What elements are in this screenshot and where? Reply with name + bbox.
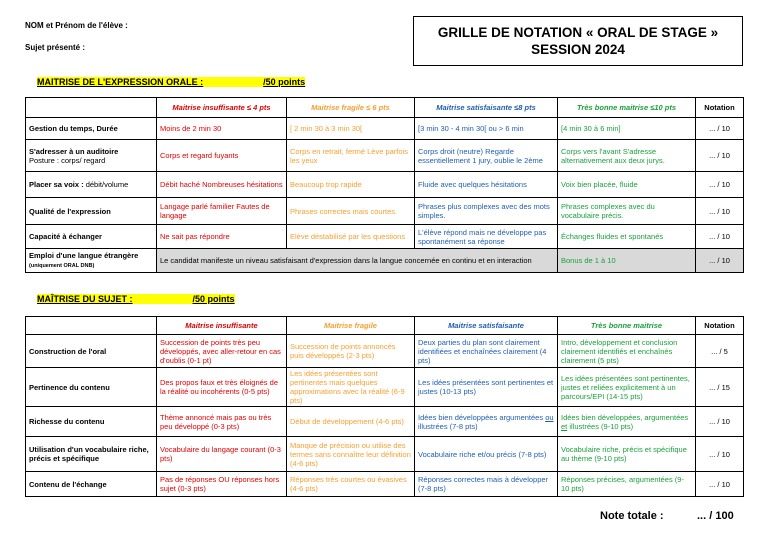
criterion-label: S'adresser à un auditoire [29,146,119,156]
table-row [26,198,744,225]
oral-expression-table [25,97,744,273]
grade-field[interactable]: ... / 10 [696,407,744,437]
table-row [26,472,744,497]
grid-title: GRILLE DE NOTATION « ORAL DE STAGE » [437,25,719,40]
section-subject-points: /50 points [192,294,235,304]
header-insufficient: Maitrise insuffisante ≤ 4 pts [157,98,287,118]
level-fragile: Manque de précision ou utilise des termes sans connaître leur définition (4-6 pts) [287,437,415,472]
level-fragile: Succession de points annoncés puis développés (2-3 pts) [287,335,415,368]
criterion: Contenu de l'échange [26,472,157,497]
level-insufficient: Langage parlé familier Fautes de langage [157,198,287,225]
criterion-sub: Posture : corps/ regard [29,155,106,165]
level-fragile: Beaucoup trop rapide [287,172,415,198]
grade-field[interactable]: ... / 10 [696,437,744,472]
table-row [26,335,744,368]
level-fragile: Réponses très courtes ou évasives (4-6 pts) [287,472,415,497]
criterion [26,140,157,172]
grade-field[interactable]: ... / 10 [696,118,744,140]
level-very-good-part: illustrées (9-10 pts) [569,421,634,431]
bonus-text: Bonus de 1 à 10 [558,249,696,273]
table-row [26,172,744,198]
level-very-good [558,407,696,437]
criterion: Pertinence du contenu [26,368,157,407]
level-insufficient: Débit haché Nombreuses hésitations [157,172,287,198]
criterion: Qualité de l'expression [26,198,157,225]
header-grade: Notation [696,98,744,118]
header-very-good: Très bonne maitrise [558,317,696,335]
level-fragile: Début de développement (4-6 pts) [287,407,415,437]
grade-field[interactable]: ... / 15 [696,368,744,407]
table-row [26,368,744,407]
level-very-good-part: Idées bien développées, argumentées [561,412,689,422]
level-fragile: [ 2 min 30 à 3 min 30[ [287,118,415,140]
level-insufficient: Pas de réponses OU réponses hors sujet (0-3 pts) [157,472,287,497]
criterion [26,172,157,198]
table-row [26,437,744,472]
section-oral-label: MAITRISE DE L'EXPRESSION ORALE : [37,77,204,87]
level-fragile: Corps en retrait, fermé Lève parfois les yeux [287,140,415,172]
level-fragile: Elève déstabilisé par les questions [287,225,415,249]
table-row [26,225,744,249]
foreign-language-description: Le candidat manifeste un niveau satisfaisant d'expression dans la langue concernée en continu et en interaction [157,249,558,273]
total-grade-field[interactable]: ... / 100 [697,510,734,522]
table-header-row [26,317,744,335]
grade-field[interactable]: ... / 10 [696,225,744,249]
criterion-sub: débit/volume [85,180,129,189]
level-satisfying-part: Idées bien développées argumentées [418,412,544,422]
grade-field[interactable]: ... / 10 [696,198,744,225]
level-very-good: Intro, développement et conclusion clairement identifiés et enchaînés clairement (5 pts) [558,335,696,368]
level-satisfying: Vocabulaire riche et/ou précis (7-8 pts) [415,437,558,472]
criterion: Construction de l'oral [26,335,157,368]
level-very-good: Voix bien placée, fluide [558,172,696,198]
total-label: Note totale : [600,510,664,522]
header-fragile: Maitrise fragile ≤ 6 pts [287,98,415,118]
session-title: SESSION 2024 [531,42,625,57]
table-row [26,249,744,273]
level-fragile: Phrases correctes mais courtes. [287,198,415,225]
level-very-good: Les idées présentées sont pertinentes, justes et reliées explicitement à un parcours/EPI (14-15 pts) [558,368,696,407]
grade-field[interactable]: ... / 10 [696,140,744,172]
criterion-label: Emploi d'une langue étrangère [29,250,139,260]
header-satisfying: Maitrise satisfaisante [415,317,558,335]
table-row [26,140,744,172]
level-insufficient: Ne sait pas répondre [157,225,287,249]
grade-field[interactable]: ... / 5 [696,335,744,368]
grade-field[interactable]: ... / 10 [696,172,744,198]
level-very-good: Corps vers l'avant S'adresse alternativement aux deux jurys. [558,140,696,172]
header-fragile: Maitrise fragile [287,317,415,335]
table-row [26,118,744,140]
section-subject-title [37,294,235,304]
header-satisfying: Maitrise satisfaisante ≤8 pts [415,98,558,118]
level-satisfying-part: illustrées (7-8 pts) [418,421,478,431]
level-insufficient: Des propos faux et très éloignés de la réalité ou incohérents (0-5 pts) [157,368,287,407]
grid-title-box [413,16,743,66]
criterion: Gestion du temps, Durée [26,118,157,140]
level-insufficient: Succession de points très peu développés, avec aller-retour en cas d'oublis (0-1 pt) [157,335,287,368]
level-insufficient: Vocabulaire du langage courant (0-3 pts) [157,437,287,472]
level-fragile: Les idées présentées sont pertinentes mais quelques approximations avec la réalité (6-9 pts) [287,368,415,407]
criterion: Capacité à échanger [26,225,157,249]
section-oral-title [37,77,305,87]
level-satisfying-or: ou [545,412,554,422]
subject-mastery-table [25,316,744,497]
level-satisfying: Fluide avec quelques hésitations [415,172,558,198]
subject-label: Sujet présenté : [25,43,86,52]
level-insufficient: Corps et regard fuyants [157,140,287,172]
level-satisfying: Corps droit (neutre) Regarde essentiellement 1 jury, oublie le 2ème [415,140,558,172]
level-insufficient: Moins de 2 min 30 [157,118,287,140]
level-satisfying: Phrases plus complexes avec des mots simples. [415,198,558,225]
level-very-good: Vocabulaire riche, précis et spécifique au thème (9-10 pts) [558,437,696,472]
header-very-good: Très bonne maitrise ≤10 pts [558,98,696,118]
level-insufficient: Thème annoncé mais pas ou très peu développé (0-3 pts) [157,407,287,437]
level-very-good: Réponses précises, argumentées (9-10 pts) [558,472,696,497]
level-satisfying: Les idées présentées sont pertinentes et justes (10-13 pts) [415,368,558,407]
grade-field[interactable]: ... / 10 [696,249,744,273]
section-oral-points: /50 points [263,77,306,87]
level-very-good: Échanges fluides et spontanés [558,225,696,249]
level-satisfying: L'élève répond mais ne développe pas spontanément sa réponse [415,225,558,249]
criterion: Utilisation d'un vocabulaire riche, précis et spécifique [26,437,157,472]
table-row [26,407,744,437]
header-grade: Notation [696,317,744,335]
level-very-good: [4 min 30 à 6 min] [558,118,696,140]
level-very-good-and: et [561,421,568,431]
section-subject-label: MAÎTRISE DU SUJET : [37,294,133,304]
level-satisfying [415,407,558,437]
criterion [26,249,157,273]
criterion: Richesse du contenu [26,407,157,437]
level-satisfying: [3 min 30 - 4 min 30[ ou > 6 min [415,118,558,140]
level-very-good: Phrases complexes avec du vocabulaire précis. [558,198,696,225]
level-satisfying: Deux parties du plan sont clairement identifiées et enchaînées clairement (4 pts) [415,335,558,368]
grade-field[interactable]: ... / 10 [696,472,744,497]
header-insufficient: Maitrise insuffisante [157,317,287,335]
criterion-label: Placer sa voix : [29,180,84,189]
student-name-label: NOM et Prénom de l'élève : [25,21,128,30]
criterion-note: (uniquement ORAL DNB) [29,262,95,269]
table-header-row [26,98,744,118]
level-satisfying: Réponses correctes mais à développer (7-8 pts) [415,472,558,497]
